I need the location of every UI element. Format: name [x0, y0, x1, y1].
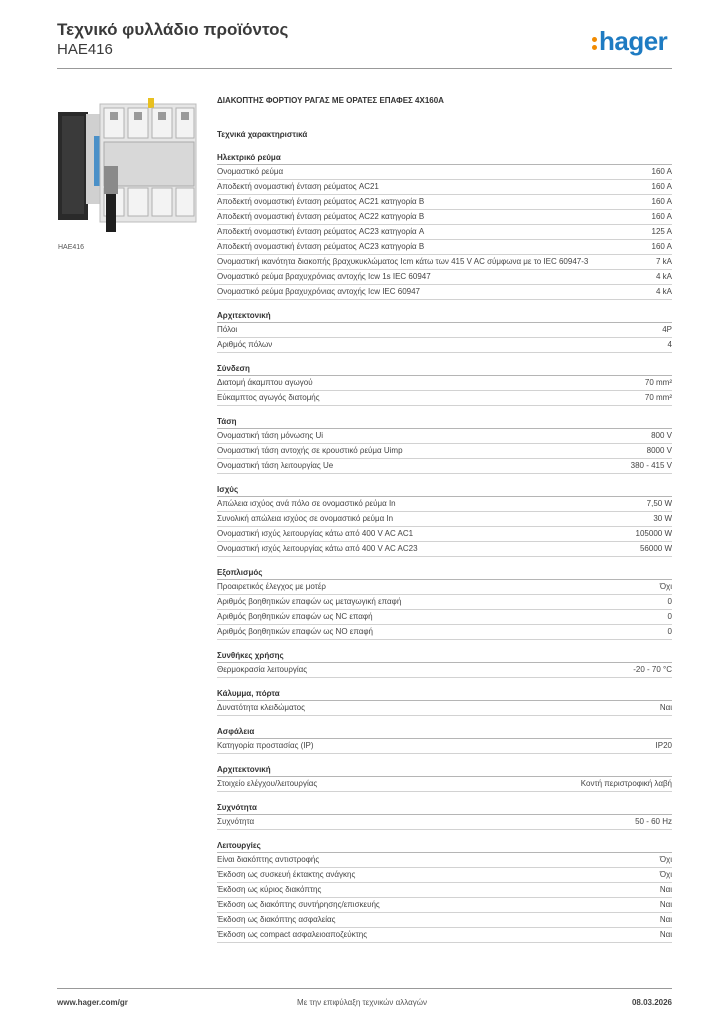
spec-row — [217, 610, 672, 625]
spec-row — [217, 542, 672, 557]
spec-row — [217, 195, 672, 210]
section-title: Αρχιτεκτονική — [217, 764, 672, 777]
section-title: Τάση — [217, 416, 672, 429]
spec-section — [217, 840, 672, 943]
section-title: Συχνότητα — [217, 802, 672, 815]
spec-label: Ονομαστική τάση αντοχής σε κρουστικό ρεύμα Uimp — [217, 446, 403, 455]
spec-row — [217, 853, 672, 868]
spec-row — [217, 210, 672, 225]
spec-label: Ονομαστική τάση λειτουργίας Ue — [217, 461, 334, 470]
product-code: HAE416 — [57, 41, 113, 58]
spec-row — [217, 459, 672, 474]
spec-label: Στοιχείο ελέγχου/λειτουργίας — [217, 779, 318, 788]
spec-value: 800 V — [651, 431, 672, 440]
spec-row — [217, 928, 672, 943]
spec-label: Πόλοι — [217, 325, 238, 334]
footer-note: Με την επιφύλαξη τεχνικών αλλαγών — [297, 998, 427, 1007]
spec-value: 4P — [662, 325, 672, 334]
hager-logo — [592, 26, 667, 57]
spec-value: Κοντή περιστροφική λαβή — [580, 779, 672, 788]
spec-row — [217, 663, 672, 678]
spec-row — [217, 913, 672, 928]
spec-label: Ονομαστική ισχύς λειτουργίας κάτω από 400 V AC AC1 — [217, 529, 414, 538]
section-title: Λειτουργίες — [217, 840, 672, 853]
spec-row — [217, 580, 672, 595]
product-title: ΔΙΑΚΟΠΤΗΣ ΦΟΡΤΙΟΥ ΡΑΓΑΣ ΜΕ ΟΡΑΤΕΣ ΕΠΑΦΕΣ 4Χ160Α — [217, 96, 444, 105]
document-title: Τεχνικό φυλλάδιο προϊόντος — [57, 20, 289, 39]
header-divider — [57, 68, 672, 69]
spec-section — [217, 310, 672, 353]
spec-label: Έκδοση ως συσκευή έκτακτης ανάγκης — [217, 870, 356, 879]
spec-label: Έκδοση ως διακόπτης συντήρησης/επισκευής — [217, 900, 380, 909]
spec-value: 160 A — [651, 182, 672, 191]
spec-label: Έκδοση ως κύριος διακόπτης — [217, 885, 322, 894]
section-title: Ισχύς — [217, 484, 672, 497]
spec-row — [217, 595, 672, 610]
spec-value: 50 - 60 Hz — [635, 817, 672, 826]
spec-label: Αριθμός βοηθητικών επαφών ως μεταγωγική επαφή — [217, 597, 402, 606]
spec-label: Αποδεκτή ονομαστική ένταση ρεύματος AC22 κατηγορία B — [217, 212, 425, 221]
spec-label: Θερμοκρασία λειτουργίας — [217, 665, 308, 674]
spec-value: Όχι — [659, 582, 672, 591]
spec-section — [217, 688, 672, 716]
section-title: Κάλυμμα, πόρτα — [217, 688, 672, 701]
spec-label: Δυνατότητα κλειδώματος — [217, 703, 305, 712]
spec-value: 70 mm² — [644, 393, 672, 402]
spec-value: Ναι — [659, 915, 672, 924]
spec-value: IP20 — [655, 741, 672, 750]
section-title: Συνθήκες χρήσης — [217, 650, 672, 663]
spec-row — [217, 701, 672, 716]
spec-row — [217, 376, 672, 391]
spec-value: 30 W — [653, 514, 672, 523]
spec-label: Διατομή άκαμπτου αγωγού — [217, 378, 313, 387]
footer-divider — [57, 988, 672, 989]
spec-row — [217, 429, 672, 444]
spec-section — [217, 416, 672, 474]
spec-row — [217, 868, 672, 883]
section-title: Ασφάλεια — [217, 726, 672, 739]
spec-label: Ονομαστικό ρεύμα βραχυχρόνιας αντοχής Icw 1s IEC 60947 — [217, 272, 431, 281]
logo-dots-icon — [592, 34, 598, 53]
spec-row — [217, 739, 672, 754]
spec-section — [217, 726, 672, 754]
spec-value: 105000 W — [635, 529, 672, 538]
spec-label: Προαιρετικός έλεγχος με μοτέρ — [217, 582, 326, 591]
spec-label: Αποδεκτή ονομαστική ένταση ρεύματος AC23 κατηγορία A — [217, 227, 425, 236]
spec-value: Ναι — [659, 900, 672, 909]
spec-label: Αποδεκτή ονομαστική ένταση ρεύματος AC23 κατηγορία B — [217, 242, 425, 251]
spec-label: Αριθμός πόλων — [217, 340, 273, 349]
spec-label: Ονομαστική τάση μόνωσης Ui — [217, 431, 324, 440]
logo-text: hager — [599, 26, 668, 56]
spec-value: Ναι — [659, 885, 672, 894]
spec-value: 0 — [667, 597, 672, 606]
spec-row — [217, 323, 672, 338]
spec-section — [217, 764, 672, 792]
spec-label: Κατηγορία προστασίας (IP) — [217, 741, 314, 750]
section-title: Ηλεκτρικό ρεύμα — [217, 152, 672, 165]
spec-row — [217, 625, 672, 640]
spec-value: 70 mm² — [644, 378, 672, 387]
spec-label: Απώλεια ισχύος ανά πόλο σε ονομαστικό ρεύμα In — [217, 499, 396, 508]
spec-label: Αριθμός βοηθητικών επαφών ως NC επαφή — [217, 612, 373, 621]
spec-value: Όχι — [659, 870, 672, 879]
spec-row — [217, 165, 672, 180]
spec-row — [217, 270, 672, 285]
spec-value: 7,50 W — [646, 499, 672, 508]
spec-value: 125 A — [651, 227, 672, 236]
spec-row — [217, 180, 672, 195]
section-title: Εξοπλισμός — [217, 567, 672, 580]
spec-section — [217, 802, 672, 830]
spec-label: Είναι διακόπτης αντιστροφής — [217, 855, 320, 864]
spec-value: 8000 V — [646, 446, 672, 455]
spec-row — [217, 512, 672, 527]
spec-value: 4 kA — [655, 272, 672, 281]
spec-value: 4 kA — [655, 287, 672, 296]
spec-row — [217, 815, 672, 830]
spec-value: 4 — [667, 340, 672, 349]
spec-value: 56000 W — [639, 544, 672, 553]
section-title: Σύνδεση — [217, 363, 672, 376]
footer-website-link[interactable]: www.hager.com/gr — [57, 998, 128, 1007]
spec-row — [217, 338, 672, 353]
spec-row — [217, 391, 672, 406]
section-title: Αρχιτεκτονική — [217, 310, 672, 323]
spec-row — [217, 444, 672, 459]
spec-value: Ναι — [659, 703, 672, 712]
spec-section — [217, 650, 672, 678]
spec-label: Έκδοση ως διακόπτης ασφαλείας — [217, 915, 336, 924]
spec-label: Αποδεκτή ονομαστική ένταση ρεύματος AC21 — [217, 182, 379, 191]
spec-value: 7 kA — [655, 257, 672, 266]
spec-row — [217, 777, 672, 792]
spec-value: 0 — [667, 612, 672, 621]
spec-row — [217, 285, 672, 300]
spec-row — [217, 898, 672, 913]
spec-row — [217, 225, 672, 240]
spec-label: Ονομαστική ικανότητα διακοπής βραχυκυκλώματος Icm κάτω των 415 V AC σύμφωνα με το IEC 60947-3 — [217, 257, 589, 266]
spec-row — [217, 497, 672, 512]
spec-label: Ονομαστικό ρεύμα — [217, 167, 284, 176]
spec-section — [217, 484, 672, 557]
specs-table — [217, 152, 672, 953]
spec-section — [217, 363, 672, 406]
product-image — [58, 96, 204, 236]
spec-label: Αποδεκτή ονομαστική ένταση ρεύματος AC21 κατηγορία B — [217, 197, 425, 206]
specs-heading: Τεχνικά χαρακτηριστικά — [217, 130, 308, 139]
spec-value: -20 - 70 °C — [633, 665, 672, 674]
spec-label: Ονομαστική ισχύς λειτουργίας κάτω από 400 V AC AC23 — [217, 544, 418, 553]
spec-label: Αριθμός βοηθητικών επαφών ως NO επαφή — [217, 627, 373, 636]
spec-label: Εύκαμπτος αγωγός διατομής — [217, 393, 320, 402]
footer-date: 08.03.2026 — [631, 998, 672, 1007]
spec-row — [217, 240, 672, 255]
spec-value: 160 A — [651, 167, 672, 176]
spec-value: 160 A — [651, 197, 672, 206]
spec-section — [217, 152, 672, 300]
spec-value: 160 A — [651, 242, 672, 251]
spec-value: 160 A — [651, 212, 672, 221]
spec-row — [217, 527, 672, 542]
spec-label: Ονομαστικό ρεύμα βραχυχρόνιας αντοχής Icw IEC 60947 — [217, 287, 420, 296]
spec-row — [217, 883, 672, 898]
spec-value: Ναι — [659, 930, 672, 939]
spec-row — [217, 255, 672, 270]
image-caption: HAE416 — [58, 244, 85, 251]
spec-label: Συχνότητα — [217, 817, 255, 826]
spec-section — [217, 567, 672, 640]
spec-value: 0 — [667, 627, 672, 636]
spec-value: Όχι — [659, 855, 672, 864]
spec-label: Συνολική απώλεια ισχύος σε ονομαστικό ρεύμα In — [217, 514, 394, 523]
spec-value: 380 - 415 V — [630, 461, 672, 470]
spec-label: Έκδοση ως compact ασφαλειοαποζεύκτης — [217, 930, 368, 939]
